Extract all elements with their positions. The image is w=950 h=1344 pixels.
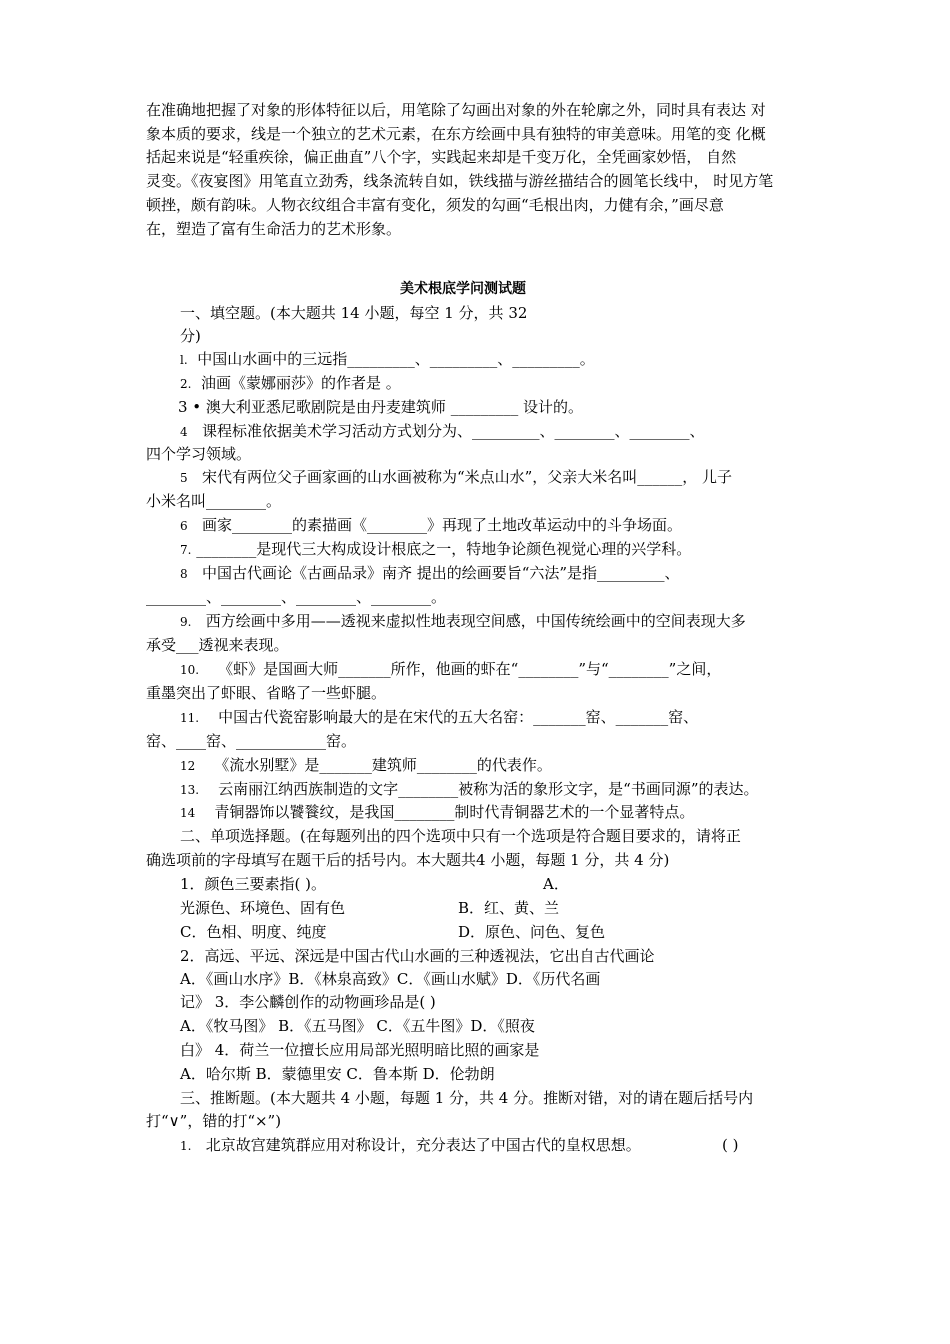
fill-question-2 xyxy=(180,372,401,395)
choice-question-3: 记》 3．李公麟创作的动物画珍品是( ) xyxy=(180,993,436,1011)
intro-line-6: 在，塑造了富有生命活力的艺术形象。 xyxy=(146,220,402,238)
question-text: 画家________的素描画《________》再现了土地改革运动中的斗争场面。 xyxy=(201,516,682,534)
question-text: 宋代有两位父子画家画的山水画被称为“米点山水”，父亲大米名叫______， 儿子 xyxy=(201,468,733,486)
question-number: 9. xyxy=(180,615,192,629)
question-number: 6 xyxy=(180,519,188,533)
question-number: 2. xyxy=(180,377,192,391)
fill-question-4-cont: 四个学习领域。 xyxy=(146,445,252,463)
section3-heading-cont: 打“∨”，错的打“×”) xyxy=(146,1112,282,1130)
choice-option-a-marker: A． xyxy=(543,875,569,893)
question-number: 10. xyxy=(180,663,200,677)
fill-question-5-cont: 小米名叫________。 xyxy=(146,492,282,510)
section2-heading-cont: 确选项前的字母填写在题干后的括号内。本大题共4 小题，每题 1 分，共 4 分) xyxy=(146,851,670,869)
question-number: 5 xyxy=(180,471,188,485)
fill-question-6 xyxy=(180,514,682,537)
question-text: 油画《蒙娜丽莎》的作者是 。 xyxy=(201,374,401,392)
choice-question-3-options: A．《牧马图》 B．《五马图》 C．《五牛图》D．《照夜 xyxy=(180,1017,535,1035)
question-text: 青铜器饰以饕餮纹，是我国________制时代青铜器艺术的一个显著特点。 xyxy=(214,803,695,821)
question-text: 中国山水画中的三远指_________、_________、_________。 xyxy=(197,350,595,368)
choice-question-1: 1．颜色三要素指( )。 xyxy=(180,875,327,893)
question-text: 西方绘画中多用——透视来虚拟性地表现空间感，中国传统绘画中的空间表现大多 xyxy=(205,612,746,630)
question-text: ________是现代三大构成设计根底之一，特地争论颜色视觉心理的兴学科。 xyxy=(196,540,692,558)
choice-question-4: 白》 4．荷兰一位擅长应用局部光照明暗比照的画家是 xyxy=(180,1041,540,1059)
question-number: 1. xyxy=(180,1139,192,1153)
question-number: l. xyxy=(180,353,188,367)
choice-option: B．红、黄、兰 xyxy=(458,899,560,917)
choice-question-2: 2．高远、平远、深远是中国古代山水画的三种透视法，它出自古代画论 xyxy=(180,947,655,965)
question-number: 12 xyxy=(180,759,196,773)
fill-question-3: 3 • 澳大利亚悉尼歌剧院是由丹麦建筑师 _________ 设计的。 xyxy=(178,398,583,416)
choice-option: D．原色、问色、复色 xyxy=(458,923,606,941)
page-title: 美术根底学问测试题 xyxy=(400,281,526,297)
fill-question-4 xyxy=(180,420,704,443)
fill-question-12 xyxy=(180,754,552,777)
choice-question-4-options: A．哈尔斯 B．蒙德里安 C．鲁本斯 D．伦勃朗 xyxy=(180,1065,495,1083)
question-text: 课程标准依据美术学习活动方式划分为、_________、________、________、 xyxy=(201,422,705,440)
section2-heading: 二、单项选择题。(在每题列出的四个选项中只有一个选项是符合题目要求的，请将正 xyxy=(180,827,741,845)
question-number: 14 xyxy=(180,806,196,820)
fill-question-8-cont: ________、________、________、________。 xyxy=(146,588,447,606)
intro-line-2: 象本质的要求，线是一个独立的艺术元素，在东方绘画中具有独特的审美意味。用笔的变 化概 xyxy=(146,125,766,143)
fill-question-5 xyxy=(180,466,732,489)
judge-question-1 xyxy=(180,1134,641,1157)
fill-question-14 xyxy=(180,801,694,824)
question-number: 13. xyxy=(180,783,200,797)
question-text: 中国古代画论《古画品录》南齐 提出的绘画要旨“六法”是指_________、 xyxy=(201,564,680,582)
question-text: 云南丽江纳西族制造的文字________被称为活的象形文字，是“书画同源”的表达。 xyxy=(218,780,759,798)
question-text: 北京故宫建筑群应用对称设计，充分表达了中国古代的皇权思想。 xyxy=(205,1136,641,1154)
question-text: 《虾》是国画大师_______所作，他画的虾在“________”与“________”之间， xyxy=(218,660,722,678)
fill-question-10 xyxy=(180,658,721,681)
section1-heading-cont: 分) xyxy=(180,327,201,345)
fill-question-13 xyxy=(180,778,759,801)
intro-line-5: 顿挫，颇有韵味。人物衣纹组合丰富有变化，须发的勾画“毛根出肉，力健有余，”画尽意 xyxy=(146,196,724,214)
fill-question-11-cont: 窑、____窑、____________窑。 xyxy=(146,732,357,750)
question-number: 7. xyxy=(180,543,192,557)
question-number: 4 xyxy=(180,425,188,439)
fill-question-11 xyxy=(180,706,698,729)
intro-line-3: 括起来说是“轻重疾徐，偏正曲直”八个字，实践起来却是千变万化，全凭画家妙悟， 自然 xyxy=(146,148,737,166)
choice-question-2-options: A．《画山水序》B．《林泉高致》C．《画山水赋》D．《历代名画 xyxy=(180,970,601,988)
fill-question-9-cont: 承受___透视来表现。 xyxy=(146,636,289,654)
fill-question-1 xyxy=(180,348,595,371)
question-text: 《流水别墅》是_______建筑师________的代表作。 xyxy=(214,756,552,774)
question-number: 8 xyxy=(180,567,188,581)
question-number: 11. xyxy=(180,711,200,725)
choice-option: 光源色、环境色、固有色 xyxy=(180,899,346,917)
choice-option: C．色相、明度、纯度 xyxy=(180,923,327,941)
fill-question-9 xyxy=(180,610,746,633)
intro-line-1: 在准确地把握了对象的形体特征以后，用笔除了勾画出对象的外在轮廓之外，同时具有表达 对 xyxy=(146,101,766,119)
question-text: 中国古代瓷窑影响最大的是在宋代的五大名窑：_______窑、_______窑、 xyxy=(218,708,699,726)
answer-bracket: ( ) xyxy=(722,1136,739,1154)
fill-question-10-cont: 重墨突出了虾眼、省略了一些虾腿。 xyxy=(146,684,387,702)
section1-heading: 一、填空题。(本大题共 14 小题，每空 1 分，共 32 xyxy=(180,304,528,322)
fill-question-7 xyxy=(180,538,691,561)
intro-line-4: 灵变。《夜宴图》用笔直立劲秀，线条流转自如，铁线描与游丝描结合的圆笔长线中， 时见方笔 xyxy=(146,172,774,190)
fill-question-8 xyxy=(180,562,680,585)
section3-heading: 三、推断题。(本大题共 4 小题，每题 1 分，共 4 分。推断对错，对的请在题后括号内 xyxy=(180,1089,754,1107)
